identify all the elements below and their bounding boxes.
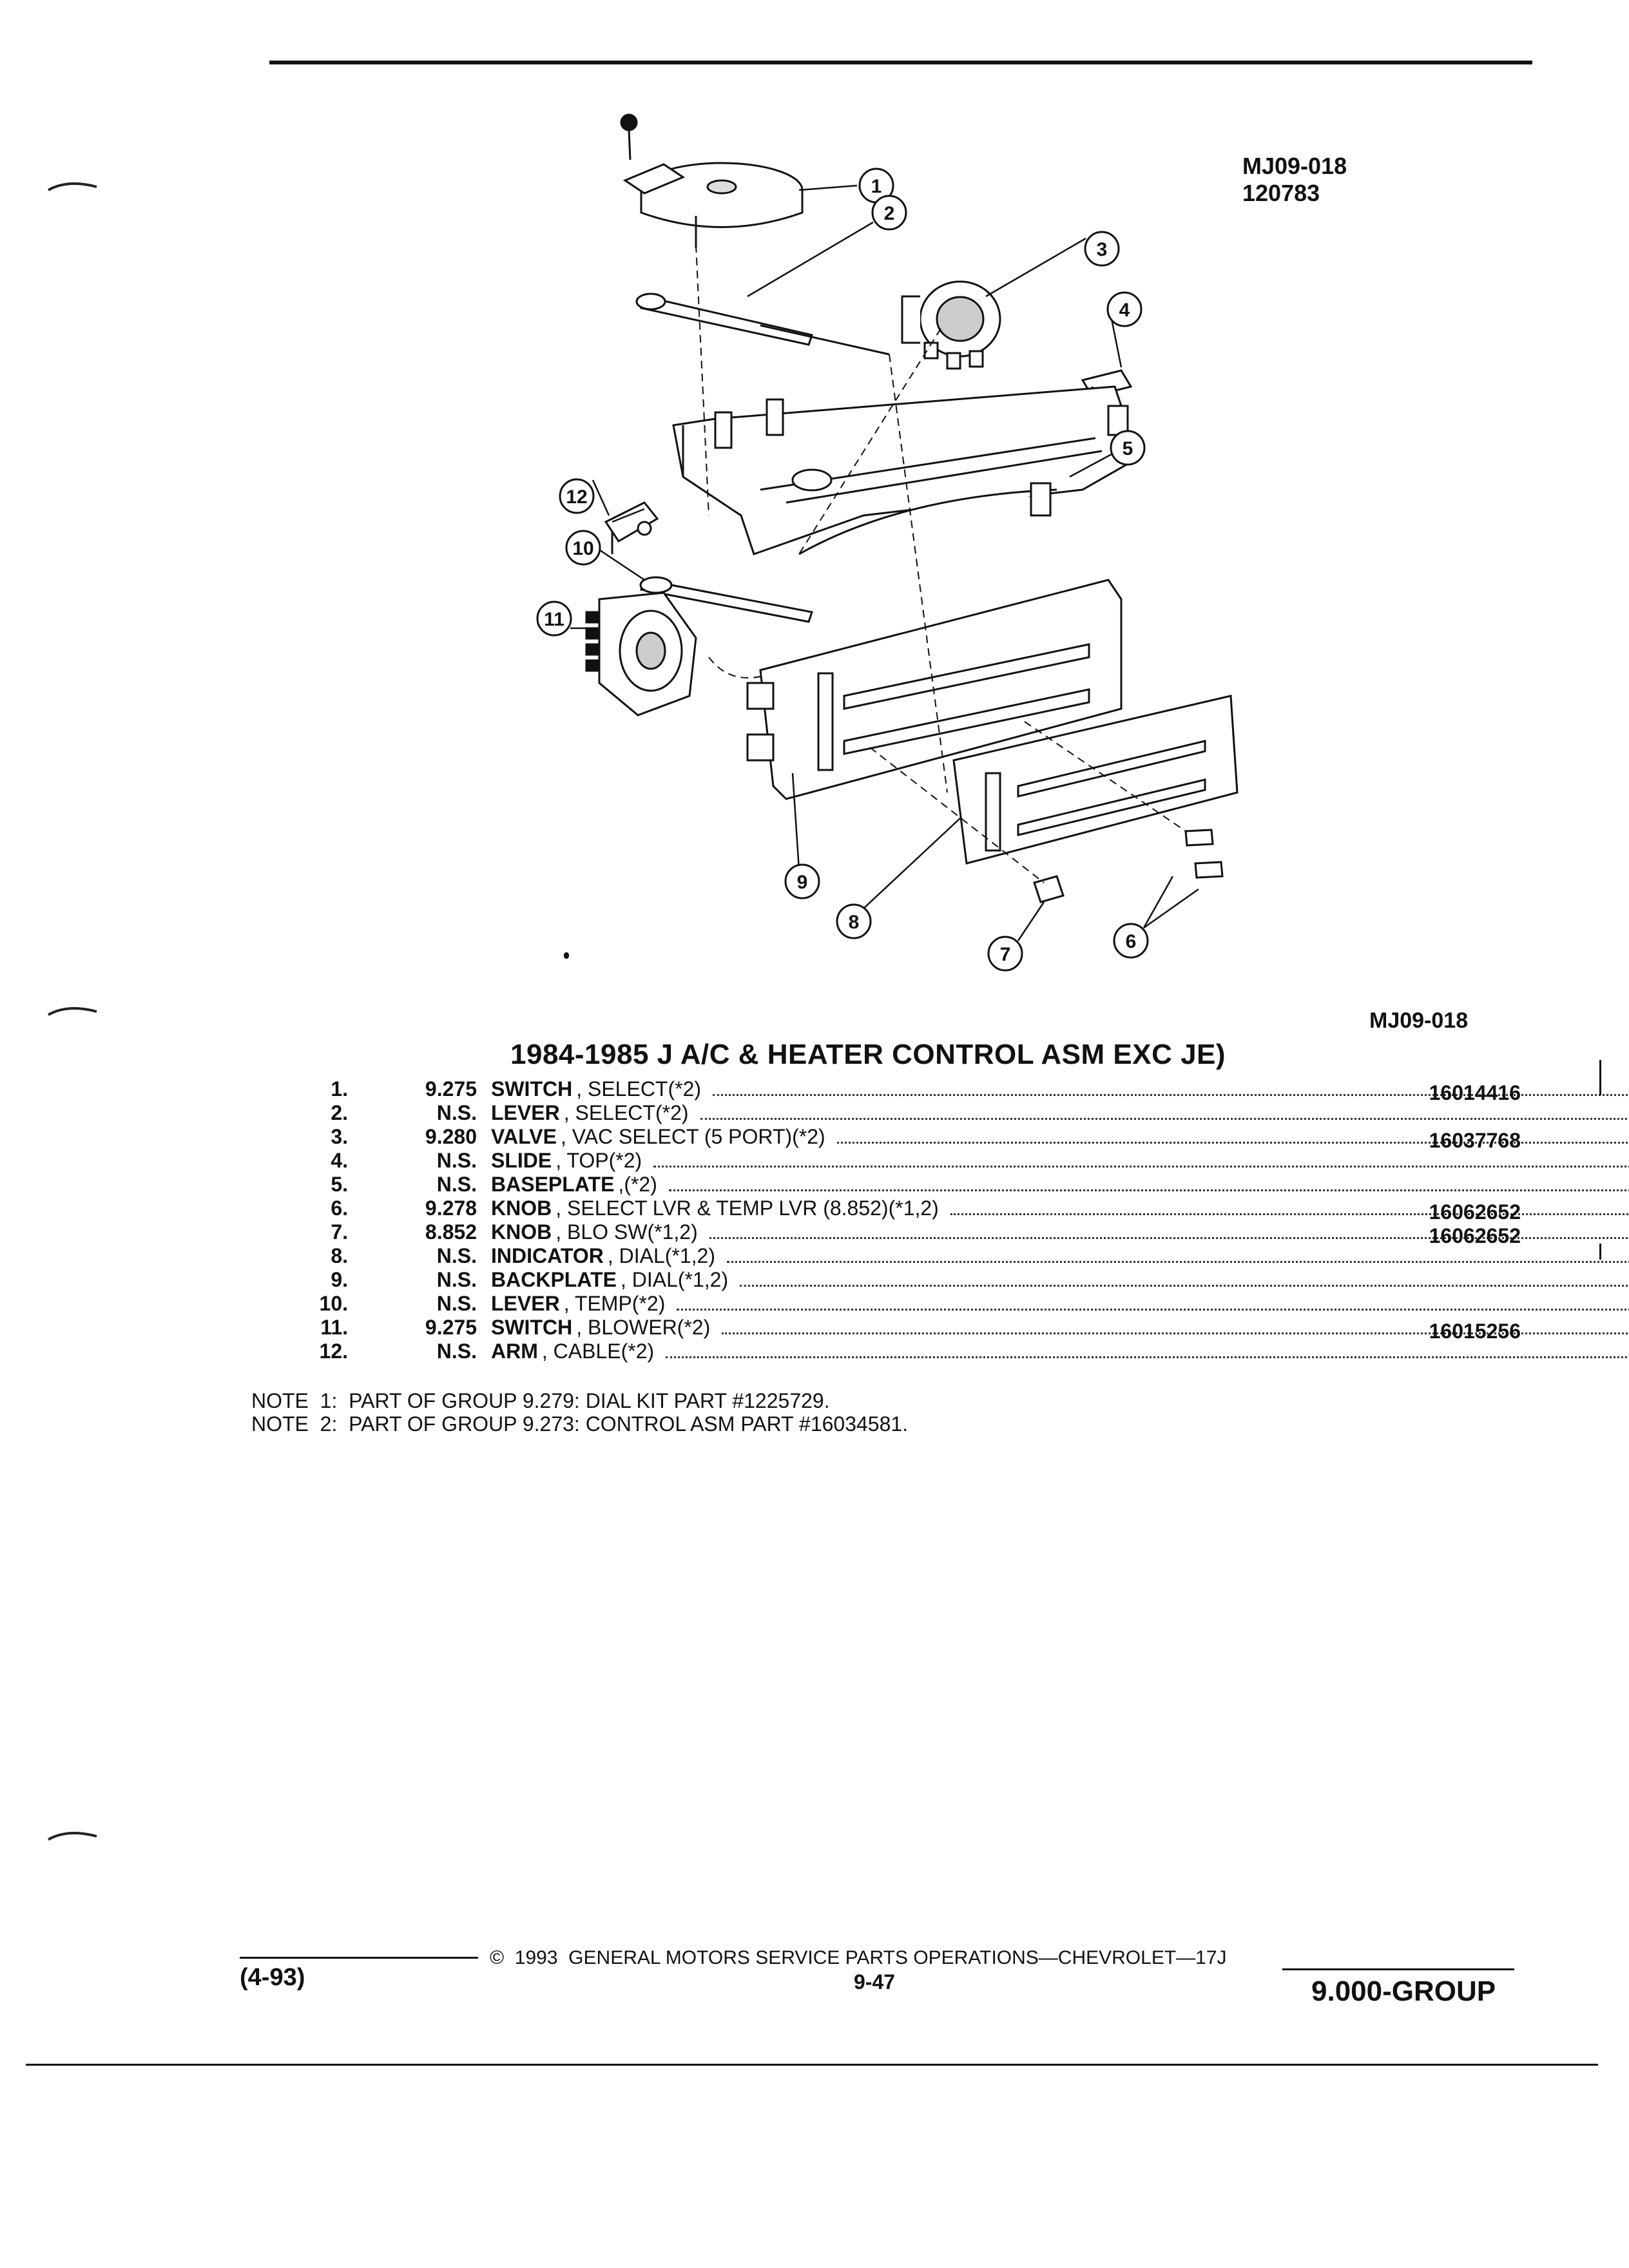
part-detail: , DIAL(*1,2) (607, 1244, 715, 1267)
group-number: N.S. (436, 1101, 477, 1124)
part-name: LEVER (491, 1101, 560, 1124)
item-number: 10. (319, 1292, 348, 1315)
vac-valve-part (902, 282, 1000, 369)
note-2: NOTE 2: PART OF GROUP 9.273: CONTROL ASM PART #16034581. (251, 1412, 909, 1436)
group-number: N.S. (436, 1268, 477, 1291)
binder-marks (0, 0, 129, 2268)
callout-9: 9 (796, 872, 808, 893)
parts-list (284, 1077, 1521, 1363)
group-number: N.S. (436, 1173, 477, 1196)
group-number: 9.275 (425, 1077, 477, 1100)
part-detail: , TOP(*2) (555, 1149, 642, 1172)
callout-5: 5 (1122, 438, 1133, 459)
part-detail: , BLOWER(*2) (576, 1316, 711, 1339)
list-item (284, 1125, 1521, 1152)
footer-page-number: 9-47 (854, 1970, 896, 1994)
group-number: N.S. (436, 1149, 477, 1172)
part-name: SWITCH (491, 1316, 573, 1339)
list-item (284, 1196, 1521, 1224)
notes (251, 1389, 908, 1436)
item-number: 8. (331, 1244, 348, 1267)
header-ref-code: MJ09-018 (1242, 153, 1347, 179)
callout-6: 6 (1125, 931, 1137, 952)
part-detail: , SELECT(*2) (576, 1077, 702, 1100)
footer-date-code: (4-93) (240, 1964, 305, 1991)
group-number: 9.275 (425, 1316, 477, 1339)
callout-11: 11 (544, 609, 564, 630)
item-number: 1. (331, 1077, 348, 1100)
page-title: 1984-1985 J A/C & HEATER CONTROL ASM EXC JE) (510, 1039, 1226, 1070)
list-item (284, 1149, 1521, 1173)
item-number: 2. (331, 1101, 348, 1124)
blower-knob-part (1034, 876, 1063, 902)
group-number: 9.280 (425, 1125, 477, 1148)
callout-7: 7 (999, 944, 1011, 965)
select-temp-knobs-part (1186, 830, 1222, 878)
part-name: SLIDE (491, 1149, 552, 1172)
group-number: 9.278 (425, 1196, 477, 1220)
group-number: 8.852 (425, 1220, 477, 1244)
callout-3: 3 (1096, 239, 1108, 260)
baseplate-part (673, 387, 1128, 554)
group-number: N.S. (436, 1340, 477, 1363)
item-number: 12. (319, 1340, 348, 1363)
edge-mark (1599, 1060, 1601, 1095)
list-item (284, 1101, 1521, 1125)
list-item (284, 1077, 1521, 1104)
select-switch-part (625, 163, 802, 248)
list-item (284, 1173, 1521, 1196)
callout-1: 1 (871, 176, 882, 197)
bottom-rule (26, 2064, 1598, 2066)
list-item (284, 1268, 1521, 1292)
part-detail: , BLO SW(*1,2) (555, 1220, 698, 1244)
part-detail: , SELECT(*2) (563, 1101, 689, 1124)
item-number: 11. (320, 1316, 348, 1339)
group-number: N.S. (436, 1292, 477, 1315)
part-number: 16062652 (1429, 1200, 1521, 1224)
part-name: BASEPLATE (491, 1173, 615, 1196)
group-number: N.S. (436, 1244, 477, 1267)
part-name: KNOB (491, 1196, 552, 1220)
callout-12: 12 (566, 486, 588, 508)
screw-part (621, 115, 637, 160)
list-item (284, 1316, 1521, 1343)
list-item (284, 1220, 1521, 1247)
item-number: 7. (331, 1220, 348, 1244)
part-detail: , CABLE(*2) (541, 1340, 655, 1363)
top-rule (269, 61, 1532, 64)
figure-ref-code: MJ09-018 (1369, 1008, 1469, 1033)
part-number: 16015256 (1429, 1320, 1521, 1343)
part-name: LEVER (491, 1292, 560, 1315)
callout-2: 2 (883, 203, 895, 224)
edge-mark (1599, 1244, 1601, 1260)
callout-8: 8 (848, 912, 860, 933)
item-number: 6. (331, 1196, 348, 1220)
part-detail: , DIAL(*1,2) (620, 1268, 729, 1291)
header-ref-date: 120783 (1242, 180, 1320, 206)
list-item (284, 1292, 1521, 1316)
part-detail: , SELECT LVR & TEMP LVR (8.852)(*1,2) (555, 1196, 939, 1220)
list-item (284, 1244, 1521, 1268)
part-detail: , VAC SELECT (5 PORT)(*2) (560, 1125, 825, 1148)
blower-switch-part (586, 593, 696, 715)
footer-copyright: © 1993 GENERAL MOTORS SERVICE PARTS OPERATIONS—CHEVROLET—17J (490, 1947, 1227, 1968)
cable-arm-part (606, 503, 657, 554)
part-number: 16062652 (1429, 1224, 1521, 1247)
item-number: 5. (331, 1173, 348, 1196)
part-detail: , TEMP(*2) (563, 1292, 666, 1315)
callout-10: 10 (572, 538, 594, 559)
part-name: INDICATOR (491, 1244, 604, 1267)
part-name: VALVE (491, 1125, 557, 1148)
footer-left-rule (240, 1957, 478, 1959)
part-name: ARM (491, 1340, 538, 1363)
part-name: SWITCH (491, 1077, 573, 1100)
speck (564, 952, 569, 959)
exploded-diagram (451, 103, 1289, 992)
part-name: KNOB (491, 1220, 552, 1244)
footer-group: 9.000-GROUP (1311, 1975, 1496, 2007)
part-number: 16037768 (1429, 1129, 1521, 1152)
part-number: 16014416 (1429, 1081, 1521, 1104)
list-item (284, 1340, 1521, 1363)
item-number: 3. (331, 1125, 348, 1148)
select-lever-part (637, 294, 889, 354)
item-number: 4. (331, 1149, 348, 1172)
footer-right-rule (1282, 1968, 1514, 1970)
part-name: BACKPLATE (491, 1268, 617, 1291)
note-1: NOTE 1: PART OF GROUP 9.279: DIAL KIT PART #1225729. (251, 1389, 830, 1412)
part-detail: ,(*2) (618, 1173, 657, 1196)
callout-4: 4 (1119, 300, 1130, 321)
item-number: 9. (331, 1268, 348, 1291)
